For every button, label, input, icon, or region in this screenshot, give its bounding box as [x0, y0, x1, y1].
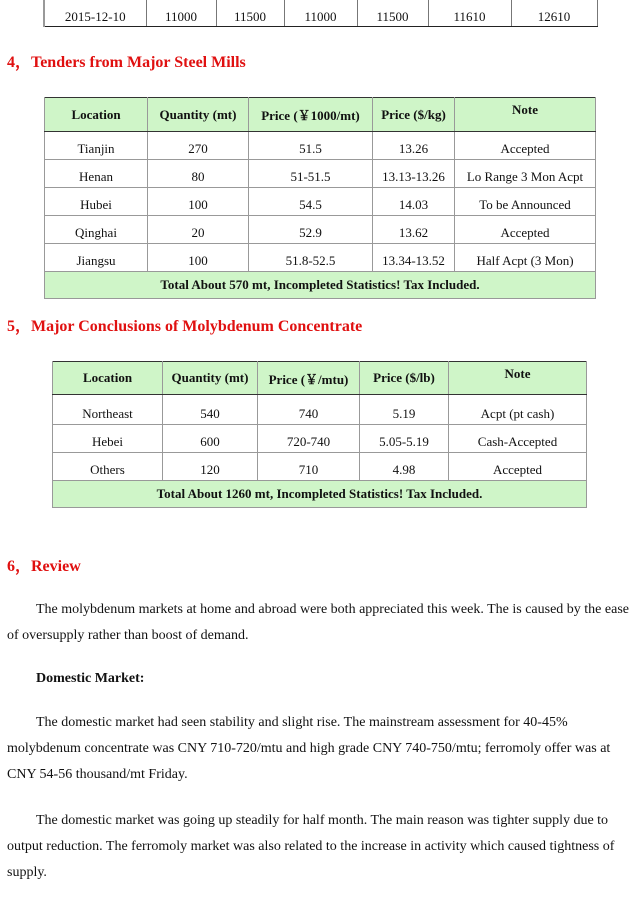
price-usd-cell: 13.26: [373, 132, 455, 160]
note-cell: Lo Range 3 Mon Acpt: [455, 160, 596, 188]
table-total-row: [45, 272, 596, 299]
table-row: [45, 244, 596, 272]
price-cny-cell: 710: [258, 453, 360, 481]
table-row: [53, 425, 587, 453]
review-intro-paragraph: The molybdenum markets at home and abroad were both appreciated this week. The is caused by the ease of oversupply rather than boost of demand.: [7, 602, 629, 643]
value-cell: 12610: [511, 0, 597, 27]
table-row: [44, 0, 597, 27]
location-cell: Northeast: [53, 395, 163, 425]
quantity-cell: 270: [148, 132, 249, 160]
price-cny-cell: 740: [258, 395, 360, 425]
domestic-paragraph-2: The domestic market was going up steadily for half month. The main reason was tighter supply due to output reduction. The ferromoly market was also related to the increase in activity which caused tightness of supply.: [7, 813, 615, 880]
quantity-cell: 540: [163, 395, 258, 425]
price-cny-cell: 720-740: [258, 425, 360, 453]
column-header: Price ($/kg): [373, 98, 455, 132]
table-total-row: [53, 481, 587, 508]
domestic-paragraph-1: The domestic market had seen stability and slight rise. The mainstream assessment for 40-45% molybdenum concentrate was CNY 710-720/mtu and high grade CNY 740-750/mtu; ferromoly offer was at CNY 54-56 thousand/mt Friday.: [7, 715, 611, 782]
table-header-row: [45, 98, 596, 132]
price-usd-cell: 13.62: [373, 216, 455, 244]
price-usd-cell: 5.19: [360, 395, 449, 425]
table-row: [45, 216, 596, 244]
domestic-market-subheading: Domestic Market:: [36, 671, 145, 686]
price-usd-cell: 14.03: [373, 188, 455, 216]
quantity-cell: 80: [148, 160, 249, 188]
column-header: Price (￥1000/mt): [249, 98, 373, 132]
price-usd-cell: 5.05-5.19: [360, 425, 449, 453]
value-cell: 11500: [216, 0, 284, 27]
date-cell: 2015-12-10: [44, 0, 146, 27]
price-usd-cell: 4.98: [360, 453, 449, 481]
price-cny-cell: 51.5: [249, 132, 373, 160]
section-heading-tenders: 4，Tenders from Major Steel Mills: [7, 54, 246, 71]
location-cell: Jiangsu: [45, 244, 148, 272]
quantity-cell: 100: [148, 244, 249, 272]
quantity-cell: 20: [148, 216, 249, 244]
column-header: Location: [53, 362, 163, 395]
table-row: [45, 160, 596, 188]
table-row: [53, 453, 587, 481]
quantity-cell: 100: [148, 188, 249, 216]
note-cell: To be Announced: [455, 188, 596, 216]
value-cell: 11000: [284, 0, 357, 27]
price-usd-cell: 13.34-13.52: [373, 244, 455, 272]
table-row: [53, 395, 587, 425]
column-header: Note: [449, 362, 587, 395]
tenders-table: [44, 97, 596, 299]
price-cny-cell: 51.8-52.5: [249, 244, 373, 272]
column-header: Quantity (mt): [163, 362, 258, 395]
column-header: Price (￥/mtu): [258, 362, 360, 395]
location-cell: Others: [53, 453, 163, 481]
section-heading-review: 6，Review: [7, 558, 81, 575]
location-cell: Qinghai: [45, 216, 148, 244]
price-usd-cell: 13.13-13.26: [373, 160, 455, 188]
column-header: Price ($/lb): [360, 362, 449, 395]
table-row: [45, 132, 596, 160]
section-heading-moly-conclusions: 5，Major Conclusions of Molybdenum Concentrate: [7, 318, 363, 335]
column-header: Note: [455, 98, 596, 132]
note-cell: Half Acpt (3 Mon): [455, 244, 596, 272]
note-cell: Accepted: [455, 132, 596, 160]
table-header-row: [53, 362, 587, 395]
note-cell: Cash-Accepted: [449, 425, 587, 453]
location-cell: Henan: [45, 160, 148, 188]
value-cell: 11000: [146, 0, 216, 27]
location-cell: Hubei: [45, 188, 148, 216]
moly-concentrate-table: [52, 361, 587, 508]
table-row: [45, 188, 596, 216]
quantity-cell: 600: [163, 425, 258, 453]
total-summary: Total About 570 mt, Incompleted Statistics! Tax Included.: [45, 272, 596, 299]
column-header: Location: [45, 98, 148, 132]
total-summary: Total About 1260 mt, Incompleted Statistics! Tax Included.: [53, 481, 587, 508]
note-cell: Acpt (pt cash): [449, 395, 587, 425]
price-cny-cell: 52.9: [249, 216, 373, 244]
note-cell: Accepted: [449, 453, 587, 481]
price-cny-cell: 51-51.5: [249, 160, 373, 188]
column-header: Quantity (mt): [148, 98, 249, 132]
location-cell: Tianjin: [45, 132, 148, 160]
value-cell: 11500: [357, 0, 428, 27]
location-cell: Hebei: [53, 425, 163, 453]
value-cell: 11610: [428, 0, 511, 27]
quantity-cell: 120: [163, 453, 258, 481]
price-history-table: [43, 0, 598, 27]
price-cny-cell: 54.5: [249, 188, 373, 216]
note-cell: Accepted: [455, 216, 596, 244]
